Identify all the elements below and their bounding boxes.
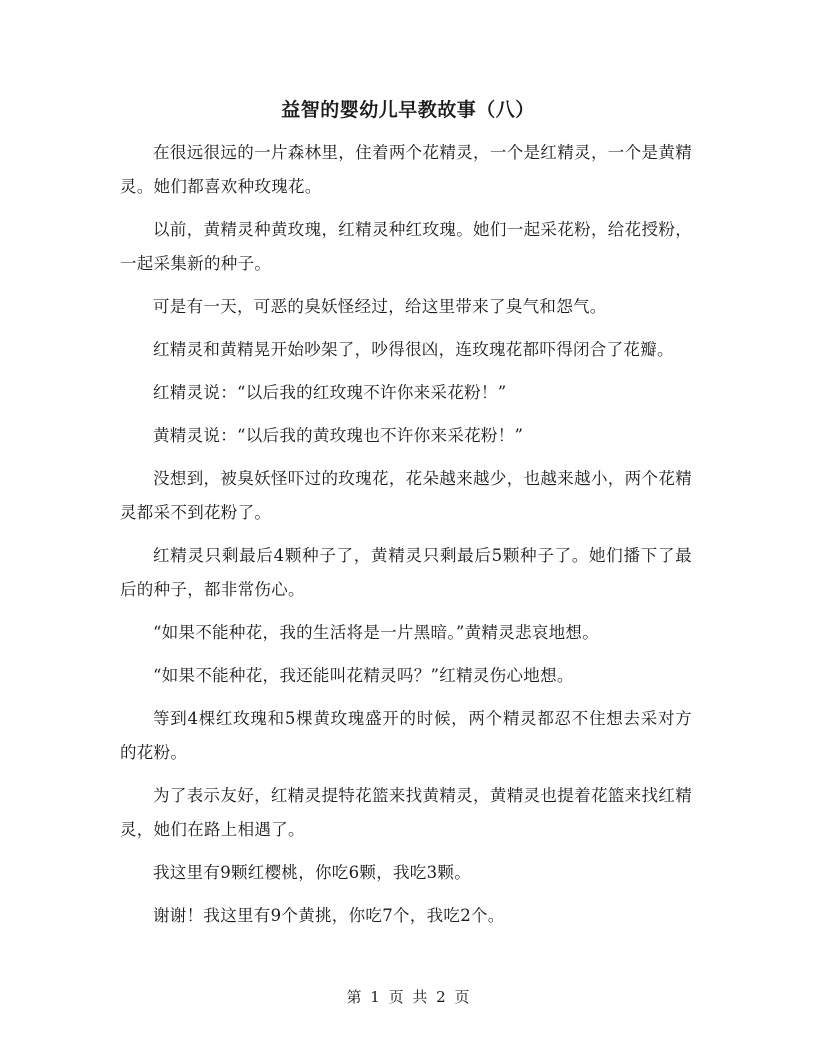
paragraph: 在很远很远的一片森林里，住着两个花精灵，一个是红精灵，一个是黄精灵。她们都喜欢种玫瑰花。: [120, 143, 692, 196]
page-number-footer: 第 1 页 共 2 页: [346, 988, 470, 1006]
paragraph: 红精灵只剩最后4颗种子了，黄精灵只剩最后5颗种子了。她们播下了最后的种子，都非常伤心。: [120, 546, 692, 599]
paragraph: 等到4棵红玫瑰和5棵黄玫瑰盛开的时候，两个精灵都忍不住想去采对方的花粉。: [120, 709, 692, 762]
paragraph: 可是有一天，可恶的臭妖怪经过，给这里带来了臭气和怨气。: [153, 297, 607, 316]
document-title: 益智的婴幼儿早教故事（八）: [281, 99, 535, 121]
paragraph: 红精灵说：“以后我的红玫瑰不许你来采花粉！”: [153, 383, 507, 402]
paragraph: 以前，黄精灵种黄玫瑰，红精灵种红玫瑰。她们一起采花粉，给花授粉，一起采集新的种子。: [120, 220, 692, 273]
document-body: [120, 136, 692, 942]
paragraph: “如果不能种花，我的生活将是一片黑暗。”黄精灵悲哀地想。: [153, 623, 600, 642]
paragraph: 我这里有9颗红樱桃，你吃6颗，我吃3颗。: [153, 863, 471, 882]
paragraph: 黄精灵说：“以后我的黄玫瑰也不许你来采花粉！”: [153, 426, 524, 445]
paragraph: 没想到，被臭妖怪吓过的玫瑰花，花朵越来越少，也越来越小，两个花精灵都采不到花粉了。: [120, 469, 692, 522]
paragraph: “如果不能种花，我还能叫花精灵吗？”红精灵伤心地想。: [153, 666, 574, 685]
paragraph: 谢谢！我这里有9个黄挑，你吃7个，我吃2个。: [153, 906, 505, 925]
paragraph: 红精灵和黄精晃开始吵架了，吵得很凶，连玫瑰花都吓得闭合了花瓣。: [153, 340, 674, 359]
paragraph: 为了表示友好，红精灵提特花篮来找黄精灵，黄精灵也提着花篮来找红精灵，她们在路上相遇了。: [120, 786, 692, 839]
